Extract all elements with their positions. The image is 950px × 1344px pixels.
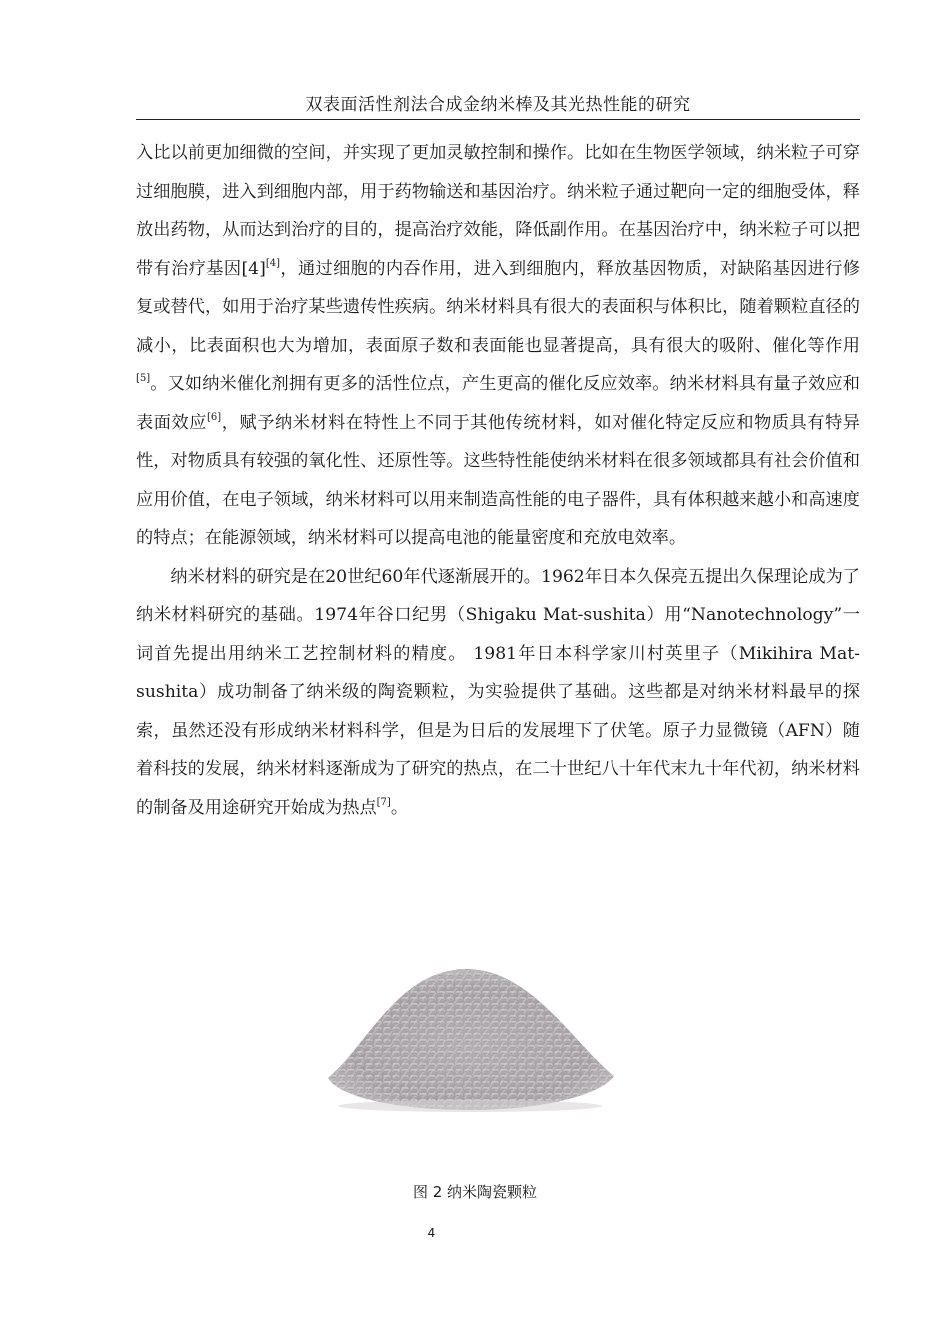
paragraph-1 bbox=[136, 134, 860, 558]
running-header-title: 双表面活性剂法合成金纳米棒及其光热性能的研究 bbox=[305, 95, 691, 115]
paragraph-2-part-1: 纳米材料的研究是在20世纪60年代逐渐展开的。1962年日本久保亮五提出久保理论成为了纳米材料研究的基础。1974年谷口纪男（Shigaku Mat-sushita）用“Nanotechnology”一词首先提出用纳米工艺控制材料的精度。 1981年日本科学家川村英里子（Mikihira Mat-sushita）成功制备了纳米级的陶瓷颗粒，为实验提供了基础。这些都是对纳米材料最早的探索，虽然还没有形成纳米材料科学，但是为日后的发展埋下了伏笔。原子力显微镜（AFN）随着科技的发展，纳米材料逐渐成为了研究的热点，在二十世纪八十年代末九十年代初，纳米材料的制备及用途研究开始成为热点 bbox=[136, 566, 860, 818]
body-text bbox=[136, 134, 860, 827]
citation-6: [6] bbox=[206, 411, 222, 423]
paragraph-1-part-2: ，通过细胞的内吞作用，进入到细胞内，释放基因物质，对缺陷基因进行修复或替代，如用于治疗某些遗传性疾病。纳米材料具有很大的表面积与体积比，随着颗粒直径的减小，比表面积也大为增加，表面原子数和表面能也显著提高，具有很大的吸附、催化等作用 bbox=[136, 258, 860, 356]
running-header bbox=[136, 90, 860, 120]
page-number: 4 bbox=[427, 1226, 436, 1240]
figure-caption: 图 2 纳米陶瓷颗粒 bbox=[412, 1183, 538, 1201]
paragraph-2 bbox=[136, 558, 860, 828]
paragraph-1-part-3: 。又如纳米催化剂拥有更多的活性位点，产生更高的催化反应效率。纳米材料具有量子效应和表面效应 bbox=[136, 374, 860, 433]
paragraph-1-part-4: ，赋予纳米材料在特性上不同于其他传统材料，如对催化特定反应和物质具有特异性，对物质具有较强的氧化性、还原性等。这些特性能使纳米材料在很多领域都具有社会价值和应用价值，在电子领域，纳米材料可以用来制造高性能的电子器件，具有体积越来越小和高速度的特点；在能源领域，纳米材料可以提高电池的能量密度和充放电效率。 bbox=[136, 412, 860, 548]
citation-5: [5] bbox=[136, 373, 151, 384]
paragraph-2-part-2: 。 bbox=[390, 797, 409, 818]
citation-7: [7] bbox=[376, 796, 391, 808]
ceramic-granules-image bbox=[320, 960, 620, 1115]
paragraph-1-part-1: 入比以前更加细微的空间，并实现了更加灵敏控制和操作。比如在生物医学领域，纳米粒子可穿过细胞膜，进入到细胞内部，用于药物输送和基因治疗。纳米粒子通过靶向一定的细胞受体，释放出药物，从而达到治疗的目的，提高治疗效能，降低副作用。在基因治疗中，纳米粒子可以把带有治疗基因[4] bbox=[136, 143, 860, 279]
citation-4: [4] bbox=[265, 257, 280, 269]
